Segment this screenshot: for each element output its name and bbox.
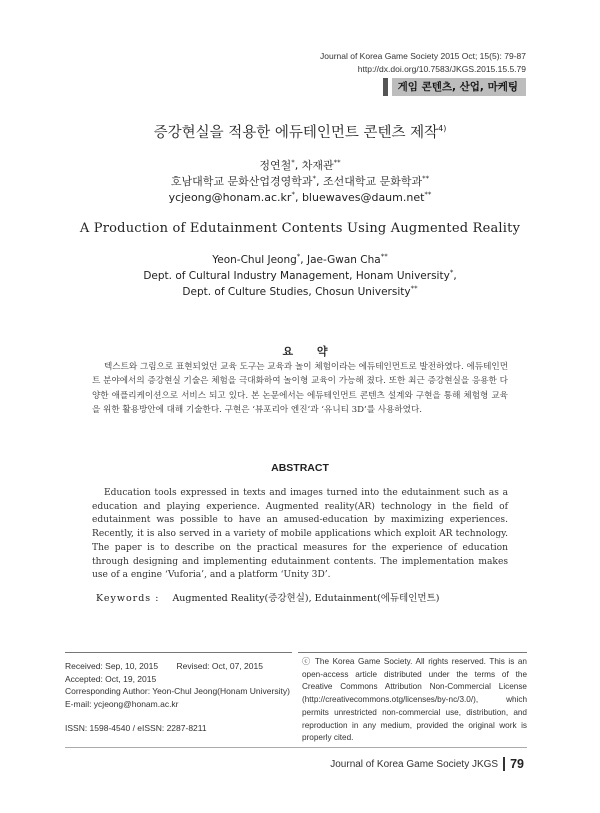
authors-korean: [0, 158, 600, 206]
affiliation-mark: *: [449, 268, 454, 277]
affiliation: Dept. of Cultural Industry Management, Honam University: [143, 270, 450, 282]
keywords: [96, 590, 439, 604]
affiliation-english-2: [0, 284, 600, 300]
author-names-korean: [0, 158, 600, 174]
affiliation: 조선대학교 문화학과: [323, 175, 423, 188]
affiliation-mark: *: [312, 174, 316, 183]
affiliation-mark: **: [422, 174, 430, 183]
title-korean: [0, 121, 600, 142]
author-name: Jae-Gwan Cha: [306, 254, 381, 266]
title-english: A Production of Edutainment Contents Using Augmented Reality: [79, 221, 521, 236]
abstract-english-heading: ABSTRACT: [271, 462, 329, 474]
authors-english: [0, 252, 600, 300]
author-name: 정연철: [259, 159, 292, 172]
corresponding-email[interactable]: E-mail: ycjeong@honam.ac.kr: [65, 698, 179, 709]
author-mark: **: [380, 252, 388, 261]
keywords-label: Keywords :: [96, 593, 160, 604]
revised-date: Revised: Oct, 07, 2015: [176, 661, 263, 671]
footer-journal-name: Journal of Korea Game Society JKGS: [330, 758, 499, 770]
journal-citation: [320, 50, 526, 76]
page-number: 79: [510, 757, 524, 771]
page-footer: [330, 757, 524, 771]
author-names-english: [0, 252, 600, 268]
separator: ,: [316, 175, 323, 188]
copyright-divider: [298, 652, 527, 653]
received-revised-line: [65, 660, 305, 673]
title-footnote-mark: 4): [438, 124, 447, 134]
email-mark: **: [424, 190, 432, 199]
affiliation-english-1: [0, 268, 600, 284]
separator: ,: [453, 270, 457, 282]
category-tag: [383, 78, 526, 96]
journal-volume-line: Journal of Korea Game Society 2015 Oct; 15(5): 79-87: [319, 51, 526, 61]
title-korean-text: 증강현실을 적용한 에듀테인먼트 콘텐츠 제작: [153, 125, 439, 141]
keywords-value: Augmented Reality(증강현실), Edutainment(에듀테인먼트): [172, 593, 440, 604]
author-mark: *: [296, 252, 301, 261]
issn: ISSN: 1598-4540 / eISSN: 2287-8211: [65, 723, 207, 733]
affiliations-korean: [0, 174, 600, 190]
abstract-english-body: Education tools expressed in texts and images turned into the edutainment such as a education and playing experience. Augmented reality(AR) technology in the field of edutainment was possible to have an amused-education by maximizing experiences. Recently, it is also served in a variety of mobile applications which exploit AR technology. The paper is to describe on the practical measures for the experience of education through designing and implementing edutainment contents. The implementation makes use of a engine ‘Vuforia’, and a platform ‘Unity 3D’.: [92, 488, 508, 581]
affiliation: 호남대학교 문화산업경영학과: [170, 175, 313, 188]
article-info: [65, 660, 305, 735]
separator: ,: [294, 191, 302, 204]
separator: ,: [300, 254, 307, 266]
copyright-notice: ⓒ The Korea Game Society. All rights reserved. This is an open-access article distributed under the terms of the Creative Commons Attribution Non-Commercial License (http://creativecommons.otg/licenses/by-nc/3.0/), which permits unrestricted non-commercial use, distribution, and reproduction in any medium, provided the original work is properly cited.: [302, 657, 527, 743]
info-divider: [65, 652, 292, 653]
abstract-korean-body: 텍스트와 그림으로 표현되었던 교육 도구는 교육과 놀이 체험이라는 에듀테인먼트로 발전하였다. 에듀테인먼트 분야에서의 증강현실 기술은 체험을 극대화하여 놀이형 교육이 가능해 졌다. 또한 최근 증강현실을 응용한 다양한 애플리케이션으로 서비스 되고 있다. 본 논문에서는 에듀테인먼트 콘텐츠 설계와 구현을 통해 체험형 교육을 위한 활용방안에 대해 기술한다. 구현은 ‘뷰포리아 엔진’과 ‘유니티 3D’를 사용하였다.: [92, 362, 508, 415]
category-label: 게임 콘텐츠, 산업, 마케팅: [392, 78, 526, 96]
email-mark: *: [291, 190, 295, 199]
email-link[interactable]: bluewaves@daum.net: [301, 191, 425, 204]
affiliation-mark: **: [410, 284, 418, 293]
email-link[interactable]: ycjeong@honam.ac.kr: [168, 191, 292, 204]
accepted-date: Accepted: Oct, 19, 2015: [65, 673, 157, 684]
received-date: Received: Sep, 10, 2015: [65, 661, 159, 671]
author-emails: [0, 190, 600, 206]
footer-divider: [65, 747, 527, 748]
doi-link[interactable]: http://dx.doi.org/10.7583/JKGS.2015.15.5.79: [357, 64, 526, 74]
corresponding-author: Corresponding Author: Yeon-Chul Jeong(Honam University): [65, 686, 290, 696]
abstract-korean-heading: 요 약: [282, 345, 338, 358]
category-bar: [383, 78, 388, 96]
separator: ,: [294, 159, 302, 172]
author-mark: **: [333, 158, 341, 167]
author-name: 차재관: [301, 159, 334, 172]
footer-separator: [503, 757, 505, 771]
author-mark: *: [291, 158, 295, 167]
author-name: Yeon-Chul Jeong: [212, 254, 297, 266]
affiliation: Dept. of Culture Studies, Chosun University: [182, 286, 411, 298]
